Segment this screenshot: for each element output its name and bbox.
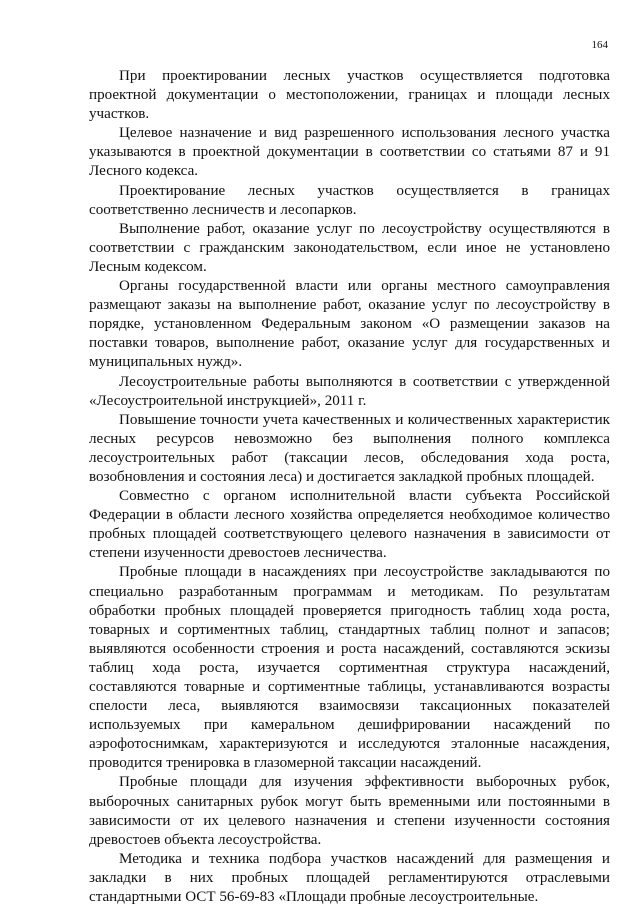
paragraph: Совместно с органом исполнительной власти субъекта Российской Федерации в области лесного хозяйства определяется необходимое количество пробных площадей соответствующего целевого назначения в зависимости от степени изученности древостоев лесничества.	[89, 488, 610, 562]
paragraph: Повышение точности учета качественных и количественных характеристик лесных ресурсов невозможно без выполнения полного комплекса лесоустроительных работ (таксации лесов, обследования хода роста, возобновления и состояния леса) и достигается закладкой пробных площадей.	[89, 411, 610, 485]
page-number: 164	[591, 39, 608, 51]
paragraph: Пробные площади в насаждениях при лесоустройстве закладываются по специально разработанным программам и методикам. По результатам обработки пробных площадей проверяется пригодность таблиц хода роста, товарных и сортиментных таблиц, стандартных таблиц полнот и запасов; выявляются особенности строения и роста насаждений, составляются эскизы таблиц хода роста, изучается сортиментная структура насаждений, составляются товарные и сортиментные таблицы, устанавливаются возрасты спелости леса, выявляются взаимосвязи таксационных показателей используемых при камеральном дешифрировании насаждений по аэрофотоснимкам, характеризуются и исследуются эталонные насаждения, проводится тренировка в глазомерной таксации насаждений.	[89, 564, 610, 772]
paragraph: При проектировании лесных участков осуществляется подготовка проектной документации о местоположении, границах и площади лесных участков.	[89, 68, 610, 123]
paragraph: Органы государственной власти или органы местного самоуправления размещают заказы на выполнение работ, оказание услуг по лесоустройству в порядке, установленном Федеральным законом «О размещении заказов на поставки товаров, выполнение работ, оказание услуг для государственных и муниципальных нужд».	[89, 278, 610, 371]
paragraph: Проектирование лесных участков осуществляется в границах соответственно лесничеств и лесопарков.	[89, 182, 610, 218]
paragraph: Целевое назначение и вид разрешенного использования лесного участка указываются в проектной документации в соответствии со статьями 87 и 91 Лесного кодекса.	[89, 125, 610, 180]
body-text	[89, 67, 610, 907]
paragraph: Пробные площади для изучения эффективности выборочных рубок, выборочных санитарных рубок могут быть временными или постоянными в зависимости от их целевого назначения и степени изученности состояния древостоев объекта лесоустройства.	[89, 774, 610, 848]
paragraph: Выполнение работ, оказание услуг по лесоустройству осуществляются в соответствии с гражданским законодательством, если иное не установлено Лесным кодексом.	[89, 220, 610, 275]
paragraph: Методика и техника подбора участков насаждений для размещения и закладки в них пробных площадей регламентируются отраслевыми стандартными ОСТ 56-69-83 «Площади пробные лесоустроительные.	[89, 850, 610, 906]
paragraph: Лесоустроительные работы выполняются в соответствии с утвержденной «Лесоустроительной инструкцией», 2011 г.	[89, 373, 610, 409]
